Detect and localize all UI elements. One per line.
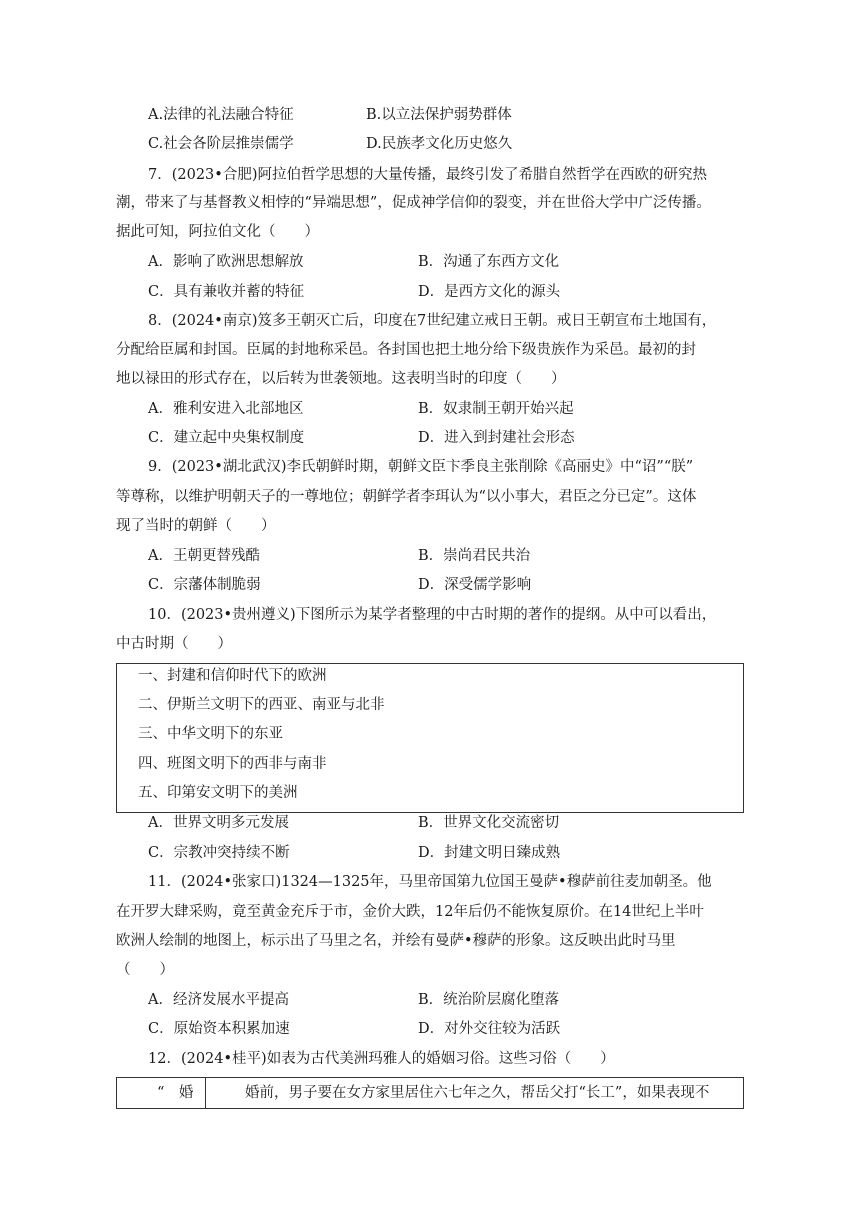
q10-outline-item-2: 二、伊斯兰文明下的西亚、南亚与北非: [138, 697, 385, 713]
q8-option-a: A．雅利安进入北部地区: [148, 401, 304, 417]
q11-stem-line-1: 11．(2024•张家口)1324—1325年，马里帝国第九位国王曼萨•穆萨前往麦加朝圣。他: [148, 874, 712, 890]
q10-outline-item-4: 四、班图文明下的西非与南非: [138, 756, 327, 772]
q10-outline-item-5: 五、印第安文明下的美洲: [138, 785, 298, 801]
q9-option-a: A．王朝更替残酷: [148, 548, 260, 564]
q10-option-d: D．封建文明日臻成熟: [418, 845, 561, 861]
q10-stem-line-2: 中古时期（ ）: [116, 636, 232, 652]
q9-stem-line-2: 等尊称，以维护明朝天子的一尊地位；朝鲜学者李珥认为“以小事大，君臣之分已定”。这体: [116, 489, 697, 505]
q6-option-c: C.社会各阶层推崇儒学: [148, 136, 294, 152]
q7-stem-line-1: 7．(2023•合肥)阿拉伯哲学思想的大量传播，最终引发了希腊自然哲学在西欧的研究热: [148, 167, 707, 183]
q10-outline-box: [116, 663, 744, 813]
q7-option-b: B．沟通了东西方文化: [418, 254, 560, 270]
q8-option-d: D．进入到封建社会形态: [418, 430, 575, 446]
q7-stem-line-2: 潮，带来了与基督教义相悖的“异端思想”，促成神学信仰的裂变，并在世俗大学中广泛传播。: [116, 195, 711, 211]
q10-outline-item-1: 一、封建和信仰时代下的欧洲: [138, 668, 327, 684]
q8-stem-line-2: 分配给臣属和封国。臣属的封地称采邑。各封国也把土地分给下级贵族作为采邑。最初的封: [116, 342, 696, 358]
q10-option-c: C．宗教冲突持续不断: [148, 845, 290, 861]
q7-option-d: D．是西方文化的源头: [418, 284, 561, 300]
q11-stem-line-2: 在开罗大肆采购，竟至黄金充斥于市，金价大跌，12年后仍不能恢复原价。在14世纪上半叶: [116, 904, 704, 920]
q9-stem-line-3: 现了当时的朝鲜（ ）: [116, 518, 276, 534]
q8-option-c: C．建立起中央集权制度: [148, 430, 305, 446]
q12-table-cell-label: “ 婚: [157, 1085, 194, 1101]
q11-option-b: B．统治阶层腐化堕落: [418, 992, 560, 1008]
q9-option-d: D．深受儒学影响: [418, 577, 532, 593]
q12-table-cell-content: 婚前，男子要在女方家里居住六七年之久，帮岳父打“长工”，如果表现不: [245, 1085, 710, 1101]
q12-table: [116, 1077, 744, 1109]
q11-stem-line-4: （ ）: [116, 962, 174, 978]
q10-stem-line-1: 10．(2023•贵州遵义)下图所示为某学者整理的中古时期的著作的提纲。从中可以看出，: [148, 607, 717, 623]
q11-option-d: D．对外交往较为活跃: [418, 1021, 561, 1037]
q7-option-c: C．具有兼收并蓄的特征: [148, 284, 305, 300]
q12-stem-line-1: 12．(2024•桂平)如表为古代美洲玛雅人的婚姻习俗。这些习俗（ ）: [148, 1051, 615, 1067]
q6-option-d: D.民族孝文化历史悠久: [366, 136, 513, 152]
q11-stem-line-3: 欧洲人绘制的地图上，标示出了马里之名，并绘有曼萨•穆萨的形象。这反映出此时马里: [116, 933, 676, 949]
q7-stem-line-3: 据此可知，阿拉伯文化（ ）: [116, 224, 319, 240]
q7-option-a: A．影响了欧洲思想解放: [148, 254, 304, 270]
q8-stem-line-3: 地以禄田的形式存在，以后转为世袭领地。这表明当时的印度（ ）: [116, 371, 566, 387]
q11-option-c: C．原始资本积累加速: [148, 1021, 290, 1037]
q9-stem-line-1: 9．(2023•湖北武汉)李氏朝鲜时期，朝鲜文臣卞季良主张削除《高丽史》中“诏”“朕”: [148, 459, 694, 475]
q10-option-b: B．世界文化交流密切: [418, 815, 560, 831]
q9-option-c: C．宗藩体制脆弱: [148, 577, 261, 593]
q8-stem-line-1: 8．(2024•南京)笈多王朝灭亡后，印度在7世纪建立戒日王朝。戒日王朝宣布土地国有，: [148, 313, 717, 329]
q11-option-a: A．经济发展水平提高: [148, 992, 289, 1008]
q12-table-divider: [205, 1078, 206, 1108]
q6-option-b: B.以立法保护弱势群体: [366, 107, 512, 123]
q6-option-a: A.法律的礼法融合特征: [148, 107, 294, 123]
q10-outline-item-3: 三、中华文明下的东亚: [138, 726, 283, 742]
q8-option-b: B．奴隶制王朝开始兴起: [418, 401, 574, 417]
q9-option-b: B．崇尚君民共治: [418, 548, 531, 564]
q10-option-a: A．世界文明多元发展: [148, 815, 289, 831]
